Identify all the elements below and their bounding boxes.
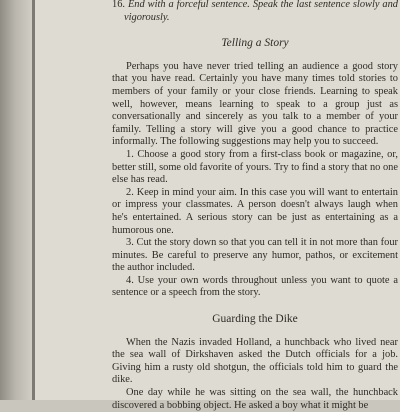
story-paragraph-1: When the Nazis invaded Holland, a hunchback who lived near the sea wall of Dirkshaven asked the Dutch officials for a job. Giving him a rusty old shotgun, the officials told him to guard the dike. (112, 336, 398, 386)
list-item-16 (112, 0, 398, 24)
tip-1: 1. Choose a good story from a first-class book or magazine, or, better still, some old favorite of yours. Try to find a story that no one else has read. (112, 148, 398, 186)
section-title-guarding-the-dike: Guarding the Dike (212, 313, 298, 326)
book-gutter (0, 0, 34, 400)
tip-4: 4. Use your own words throughout unless you want to quote a sentence or a speech from the story. (112, 274, 398, 299)
story-paragraph-2: One day while he was sitting on the sea wall, the hunchback discovered a bobbing object. He asked a boy what it might be (112, 387, 398, 411)
list-item-text: End with a forceful sentence. Speak the last sentence slowly and vigorously. (124, 0, 398, 23)
tip-2: 2. Keep in mind your aim. In this case you will want to entertain or impress your classmates. A person doesn't always laugh when he's entertained. A serious story can be just as entertaining as a humorous one. (112, 186, 398, 236)
intro-paragraph: Perhaps you have never tried telling an audience a good story that you have read. Certainly you have many times told stories to members of your family or your close friends. Learning to speak well, however, means learning to speak to a group just as conversationally and sincerely as you talk to a member of your family. Telling a story will give you a good chance to practice informally. The following suggestions may help you to succeed. (112, 60, 398, 148)
page-content (112, 0, 398, 412)
section-title-telling-a-story: Telling a Story (221, 37, 289, 50)
list-item-number: 16. (112, 0, 125, 10)
tip-3: 3. Cut the story down so that you can tell it in not more than four minutes. Be careful to preserve any humor, pathos, or excitement the author included. (112, 237, 398, 274)
